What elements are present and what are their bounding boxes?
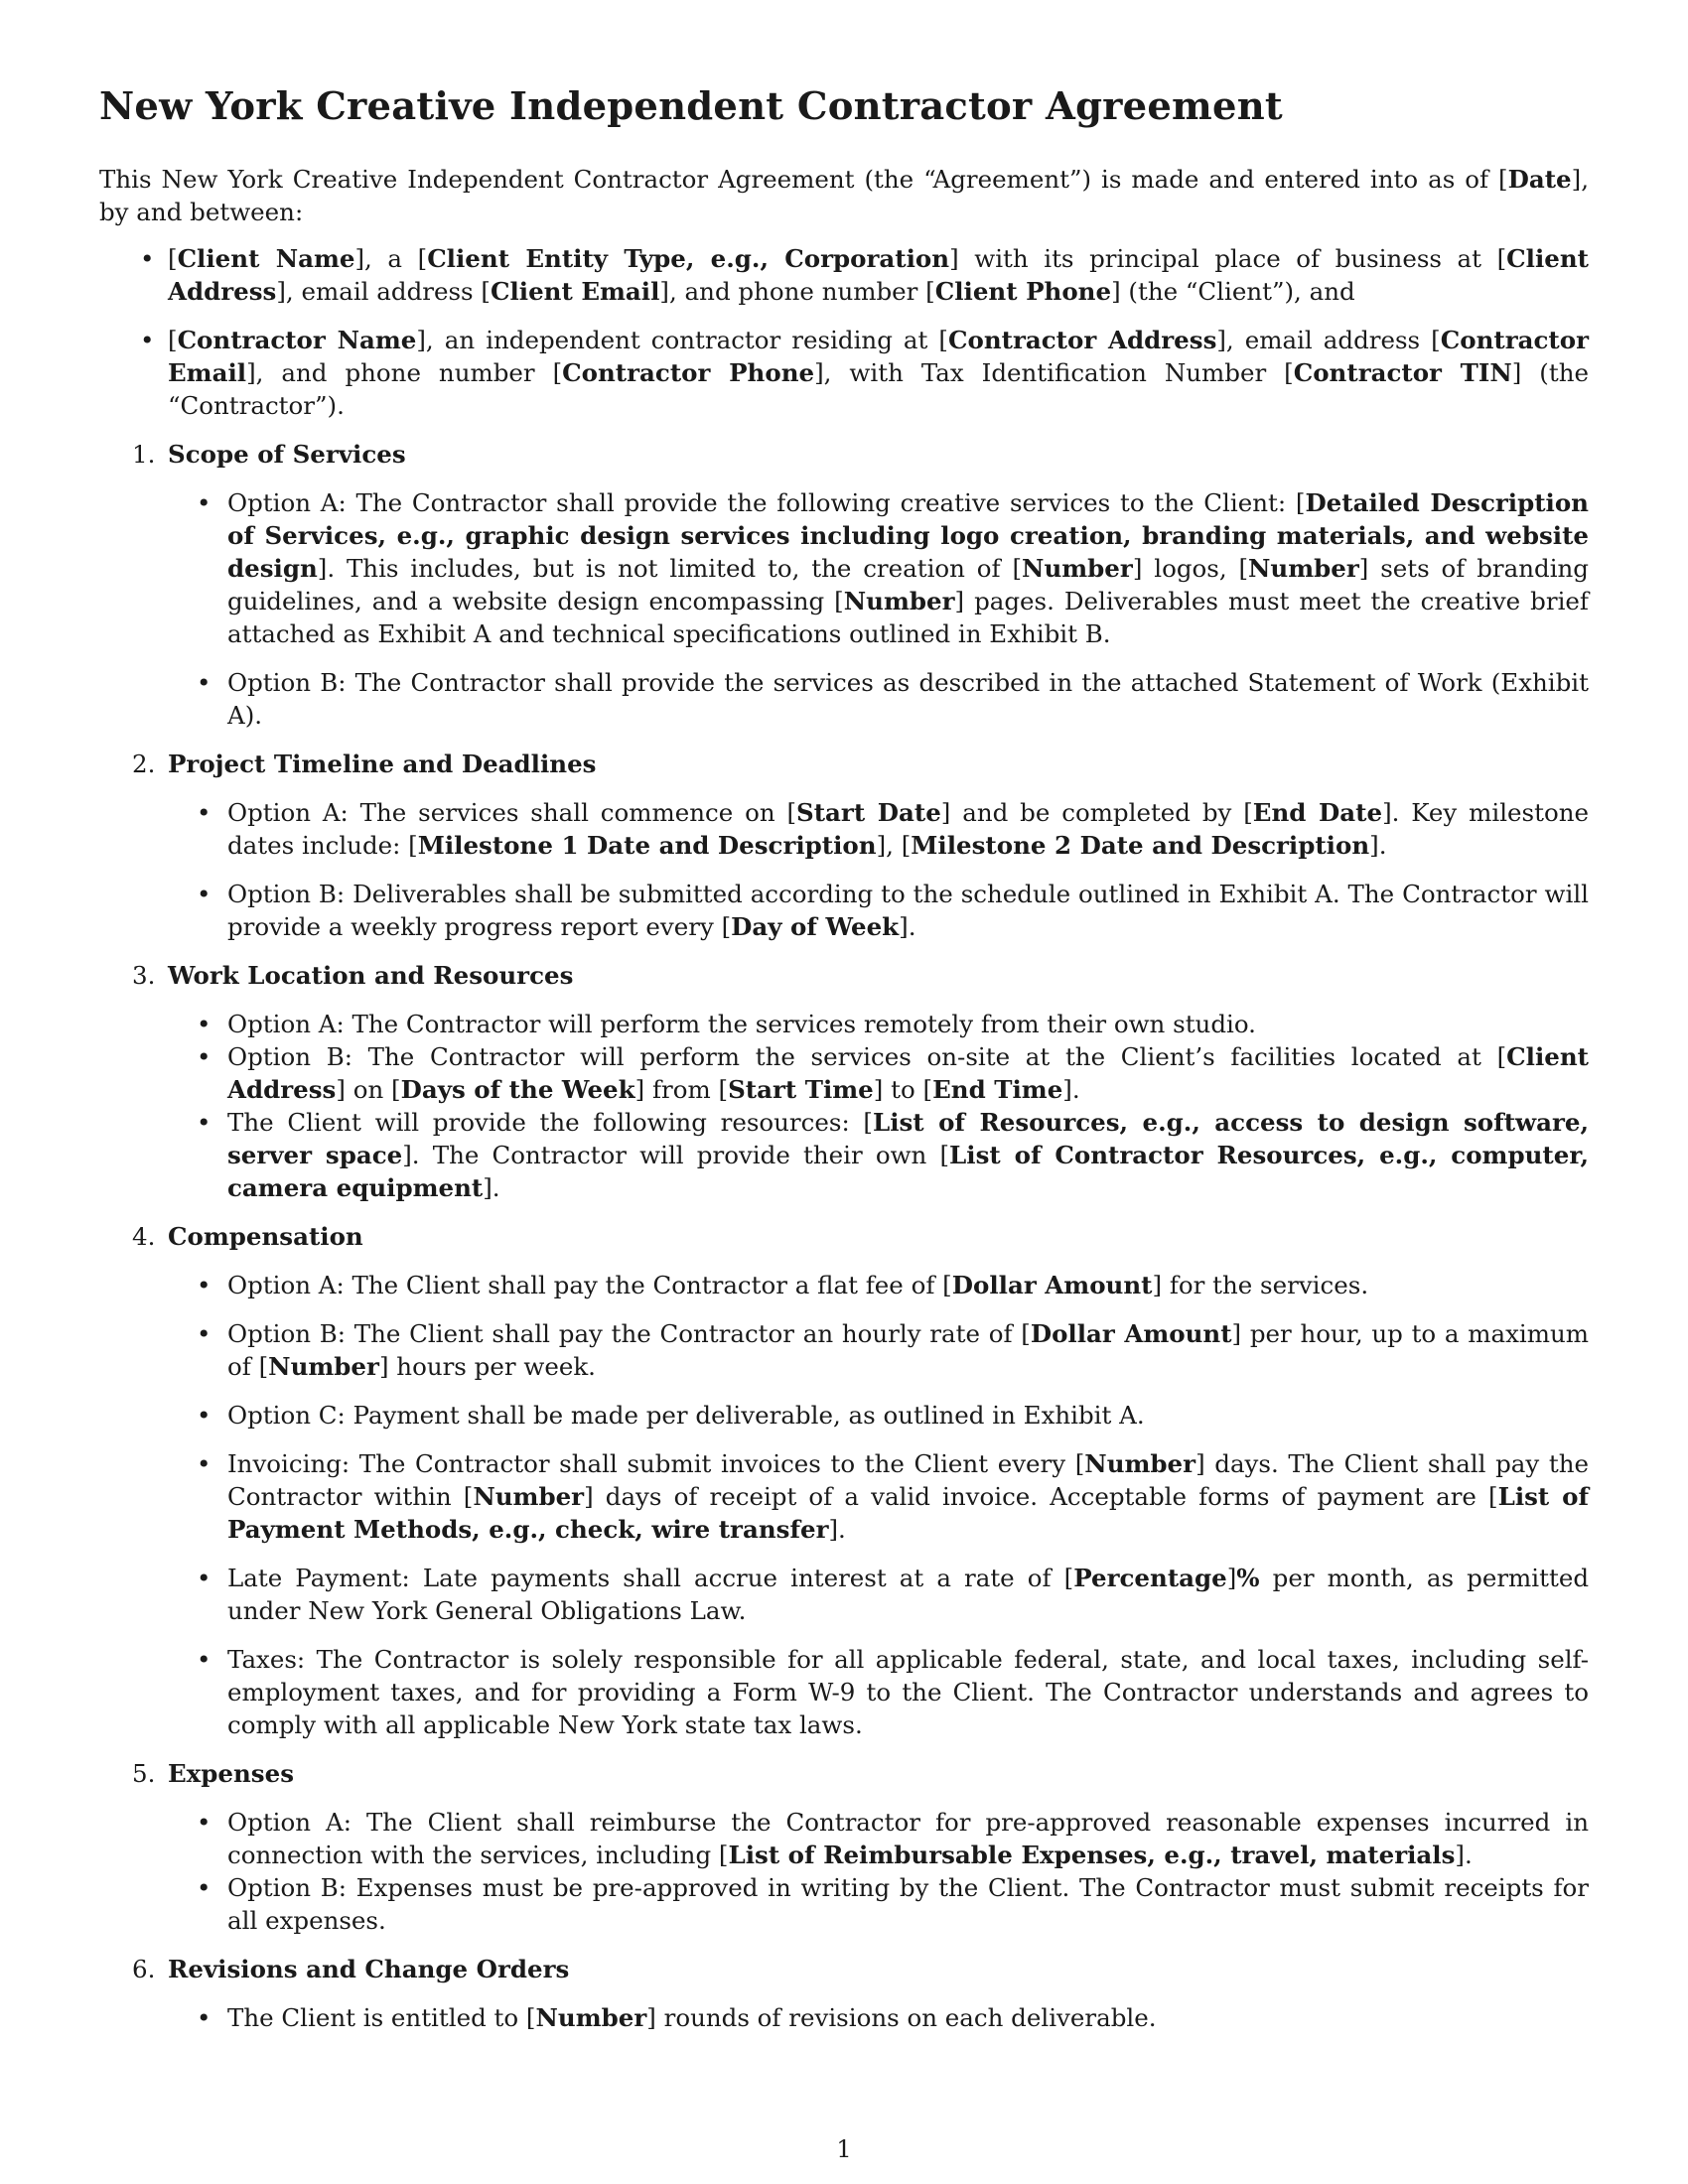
intro-paragraph: This New York Creative Independent Contractor Agreement (the “Agreement”) is made and entered into as of [Date], by and between:: [99, 165, 1589, 226]
section-expenses: [99, 1757, 1589, 1937]
list-item: • The Client will provide the following resources: [List of Resources, e.g., access to design software, server space]. The Contractor will provide their own [List of Contractor Resources, e.g., computer, camera equipment].: [168, 1106, 1589, 1204]
document-title: New York Creative Independent Contractor Agreement: [99, 84, 1283, 129]
page-number: 1: [836, 2135, 852, 2163]
section-title: Project Timeline and Deadlines: [168, 750, 597, 778]
section-revisions: [99, 1953, 1589, 2034]
section-number: 4.: [132, 1222, 156, 1251]
party-client: • [Client Name], a [Client Entity Type, e.g., Corporation] with its principal place of business at [Client Address], email address [Client Email], and phone number [Client Phone] (the “Client”), and: [99, 242, 1589, 308]
list-item: • Option A: The Contractor will perform the services remotely from their own studio.: [168, 1008, 1589, 1040]
list-item: • Option A: The Client shall reimburse the Contractor for pre-approved reasonable expenses incurred in connection with the services, including [List of Reimbursable Expenses, e.g., travel, materials].: [168, 1806, 1589, 1871]
section-title: Scope of Services: [168, 440, 406, 469]
section-title: Expenses: [168, 1759, 294, 1788]
list-item: • Option B: Deliverables shall be submitted according to the schedule outlined in Exhibit A. The Contractor will provide a weekly progress report every [Day of Week].: [168, 878, 1589, 943]
section-scope-of-services: [99, 438, 1589, 732]
list-item: • Option A: The Client shall pay the Contractor a flat fee of [Dollar Amount] for the services.: [168, 1269, 1589, 1301]
list-item: • Option B: The Client shall pay the Contractor an hourly rate of [Dollar Amount] per hour, up to a maximum of [Number] hours per week.: [168, 1317, 1589, 1383]
section-title: Revisions and Change Orders: [168, 1955, 570, 1983]
section-title: Compensation: [168, 1222, 363, 1251]
list-item: • Option B: The Contractor shall provide the services as described in the attached Statement of Work (Exhibit A).: [168, 666, 1589, 732]
section-number: 2.: [132, 750, 156, 778]
section-work-location: [99, 959, 1589, 1204]
section-compensation: [99, 1220, 1589, 1741]
list-item: • Late Payment: Late payments shall accrue interest at a rate of [Percentage]% per month, as permitted under New York General Obligations Law.: [168, 1562, 1589, 1627]
section-number: 1.: [132, 440, 156, 469]
list-item: • Option C: Payment shall be made per deliverable, as outlined in Exhibit A.: [168, 1399, 1589, 1432]
list-item: • Taxes: The Contractor is solely responsible for all applicable federal, state, and local taxes, including self-employment taxes, and for providing a Form W-9 to the Client. The Contractor understands and agrees to comply with all applicable New York state tax laws.: [168, 1643, 1589, 1741]
document-page: [99, 85, 1589, 2050]
list-item: • The Client is entitled to [Number] rounds of revisions on each deliverable.: [168, 2001, 1589, 2034]
section-number: 5.: [132, 1759, 156, 1788]
list-item: • Option A: The Contractor shall provide the following creative services to the Client: [Detailed Description of Services, e.g., graphic design services including logo creation, branding materials, and website design]. This includes, but is not limited to, the creation of [Number] logos, [Number] sets of branding guidelines, and a website design encompassing [Number] pages. Deliverables must meet the creative brief attached as Exhibit A and technical specifications outlined in Exhibit B.: [168, 486, 1589, 650]
parties-list: [99, 242, 1589, 422]
list-item: • Option A: The services shall commence on [Start Date] and be completed by [End Date]. Key milestone dates include: [Milestone 1 Date and Description], [Milestone 2 Date and Description].: [168, 796, 1589, 862]
party-contractor: • [Contractor Name], an independent contractor residing at [Contractor Address], email address [Contractor Email], and phone number [Contractor Phone], with Tax Identification Number [Contractor TIN] (the “Contractor”).: [99, 324, 1589, 422]
section-number: 6.: [132, 1955, 156, 1983]
section-title: Work Location and Resources: [168, 961, 574, 990]
section-number: 3.: [132, 961, 156, 990]
sections-list: [99, 438, 1589, 2034]
list-item: • Option B: Expenses must be pre-approved in writing by the Client. The Contractor must submit receipts for all expenses.: [168, 1871, 1589, 1937]
section-project-timeline: [99, 748, 1589, 943]
list-item: • Invoicing: The Contractor shall submit invoices to the Client every [Number] days. The Client shall pay the Contractor within [Number] days of receipt of a valid invoice. Acceptable forms of payment are [List of Payment Methods, e.g., check, wire transfer].: [168, 1447, 1589, 1546]
list-item: • Option B: The Contractor will perform the services on-site at the Client’s facilities located at [Client Address] on [Days of the Week] from [Start Time] to [End Time].: [168, 1040, 1589, 1106]
